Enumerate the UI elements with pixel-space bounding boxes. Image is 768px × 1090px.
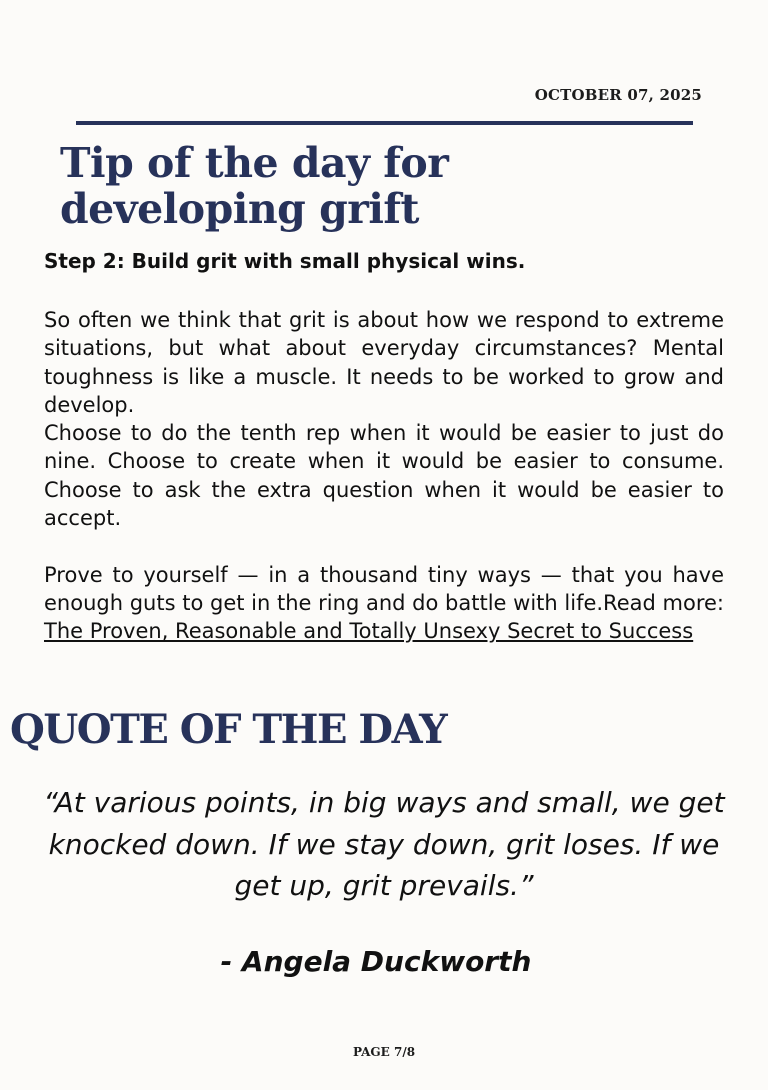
step-heading: Step 2: Build grit with small physical wins. (44, 249, 526, 273)
tip-paragraph-3-text: Prove to yourself — in a thousand tiny ways — that you have enough guts to get in the ring and do battle with life.Read more: (44, 562, 724, 615)
tip-paragraph-3 (44, 561, 724, 646)
tip-title: Tip of the day for developing grift (60, 139, 449, 233)
tip-body (44, 306, 724, 646)
quote-text: “At various points, in big ways and small, we get knocked down. If we stay down, grit loses. If we get up, grit prevails.” (43, 786, 725, 902)
read-more-link[interactable]: The Proven, Reasonable and Totally Unsexy Secret to Success (44, 619, 694, 644)
tip-paragraph-1: So often we think that grit is about how we respond to extreme situations, but what about everyday circumstances? Mental toughness is like a muscle. It needs to be worked to grow and develop. (44, 308, 724, 417)
page-number: PAGE 7/8 (352, 1045, 416, 1059)
quote-author: - Angela Duckworth (220, 945, 532, 978)
quote-heading: QUOTE OF THE DAY (10, 706, 447, 753)
page-date: OCTOBER 07, 2025 (534, 86, 702, 104)
paragraph-spacer (44, 532, 724, 560)
header-divider (76, 121, 693, 125)
tip-paragraph-2: Choose to do the tenth rep when it would be easier to just do nine. Choose to create when it would be easier to consume. Choose to ask the extra question when it would be easier to accept. (44, 421, 724, 531)
